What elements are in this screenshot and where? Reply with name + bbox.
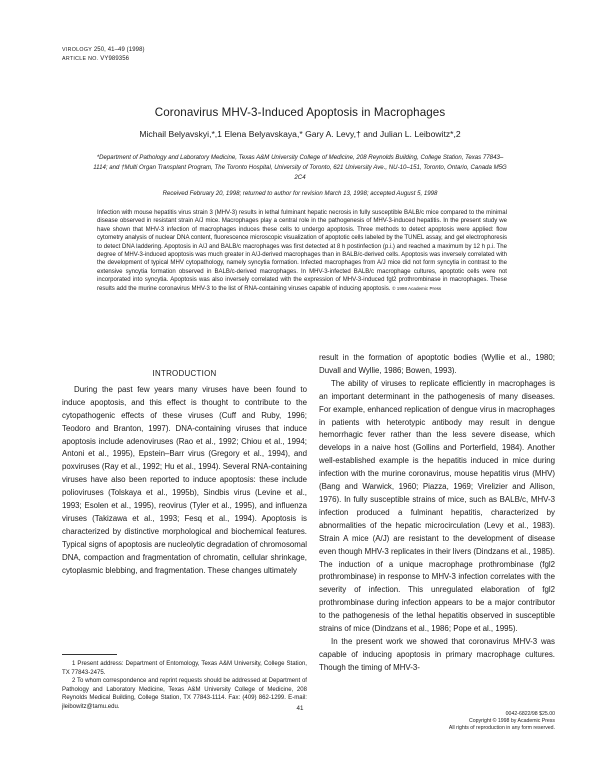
journal-citation (62, 46, 145, 55)
article-number-label: ARTICLE NO. (62, 55, 99, 62)
article-number-value: VY989356 (100, 55, 130, 62)
price-code: 0042-6822/98 $25.00 (505, 711, 555, 717)
introduction-heading: INTRODUCTION (152, 369, 217, 378)
rights-line: All rights of reproduction in any form reserved. (448, 725, 555, 732)
footnote: 2 To whom correspondence and reprint requests should be addressed at Department of Pathology and Laboratory Medicine, Texas A&M University College of Medicine, 208 Reynolds Medical Building, College Station, TX 77843-1114. Fax: (409) 862-1299. E-mail: jleibowitz@tamu.edu. (62, 678, 307, 710)
journal-header (62, 46, 145, 63)
paragraph: result in the formation of apoptotic bodies (Wyllie et al., 1980; Duvall and Wyllie, 1986; Bowen, 1993). (319, 353, 555, 375)
author-list: Michail Belyavskyi,*,1 Elena Belyavskaya,* Gary A. Levy,† and Julian L. Leibowitz*,2 (139, 129, 461, 139)
footnote: 1 Present address: Department of Entomology, Texas A&M University, College Station, TX 77843-2475. (62, 661, 307, 676)
left-column (62, 368, 307, 578)
copyright-block (412, 711, 555, 732)
footnotes (62, 660, 307, 712)
abstract-copyright: © 1998 Academic Press (392, 285, 442, 291)
affiliations: *Department of Pathology and Laboratory Medicine, Texas A&M University College of Medicine, 208 Reynolds Building, College Station, Texas 77843–1114; and †Multi Organ Transplant Program, The Toronto Hospital, University of Toronto, 621 University Ave., NU-10–151, Toronto, Ontario, Canada M5G 2C4 (93, 154, 507, 182)
page-number: 41 (296, 705, 304, 712)
paragraph: The ability of viruses to replicate efficiently in macrophages is an important determinant in the pathogenesis of many diseases. For example, enhanced replication of dengue virus in macrophages in patients with heterotypic antibody may result in dengue hemorrhagic fever rather than the less severe disease, which develops in a naive host (Gollins and Porterfield, 1984). Another well-established example is the hepatitis induced in mice during infection with the murine coronavirus, mouse hepatitis virus (MHV) (Bang and Warwick, 1960; Piazza, 1969; Virelizier and Allison, 1976). In fully susceptible strains of mice, such as BALB/c, MHV-3 infection produced a fulminant hepatitis, characterized by abnormalities of the hepatic microcirculation (Levy et al., 1983). Strain A mice (A/J) are resistant to the development of disease even though MHV-3 replicates in their livers (Dindzans et al., 1985). The induction of a unique macrophage prothrombinase (fgl2 prothrombinase) in response to MHV-3 infection correlates with the severity of infection. This unregulated elaboration of fgl2 prothrombinase during infection appears to be a major contributor to the pathogenesis of the lethal hepatitis observed in susceptible strains of mice (Dindzans et al., 1986; Pope et al., 1995). (319, 378, 555, 634)
footnote-divider (62, 654, 117, 655)
article-number (62, 55, 145, 64)
paragraph: In the present work we showed that coronavirus MHV-3 was capable of inducing apoptosis in primary macrophage cultures. Though the timing of MHV-3- (319, 636, 555, 672)
right-column (319, 352, 555, 675)
paragraph: During the past few years many viruses have been found to induce apoptosis, and this effect is thought to contribute to the cytopathogenic effects of these viruses (Cuff and Ruby, 1996; Teodoro and Branton, 1997). DNA-containing viruses that induce apoptosis include adenoviruses (Rao et al., 1992; Chiou et al., 1994; Antoni et al., 1995), Epstein–Barr virus (Gregory et al., 1994), and poxviruses (Ray et al., 1992; Hu et al., 1994). Several RNA-containing viruses have also been reported to induce apoptosis: these include polioviruses (Tolskaya et al., 1995b), Sindbis virus (Levine et al., 1993; Esolen et al., 1995), reovirus (Tyler et al., 1995), and influenza viruses (Takizawa et al., 1993; Fesq et al., 1994). Apoptosis is characterized by distinctive morphological and biochemical features. Typical signs of apoptosis are nucleolytic degradation of chromosomal DNA, compaction and fragmentation of chromatin, cellular shrinkage, cytoplasmic blebbing, and fragmentation. These changes ultimately (62, 384, 307, 575)
journal-issue: 250, 41–49 (1998) (93, 47, 145, 53)
abstract (97, 209, 507, 293)
journal-name: VIROLOGY (62, 47, 93, 53)
article-title: Coronavirus MHV-3-Induced Apoptosis in Macrophages (154, 106, 446, 119)
copyright-line: Copyright © 1998 by Academic Press (469, 718, 555, 725)
abstract-text: Infection with mouse hepatitis virus strain 3 (MHV-3) results in lethal fulminant hepatic necrosis in fully susceptible BALB/c mice compared to the minimal disease observed in resistant strain A/J mice. Macrophages play a central role in the pathogenesis of MHV-3-induced hepatitis. In the present study we have shown that MHV-3 infection of macrophages induces these cells to undergo apoptosis. Three methods to detect apoptosis were applied: flow cytometry analysis of nuclear DNA content, fluorescence microscopic visualization of apoptotic cells labeled by the TUNEL assay, and gel electrophoresis to detect DNA laddering. Apoptosis in A/J and BALB/c macrophages was first detected at 8 h postinfection (p.i.) and reached a maximum by 12 h p.i. The degree of MHV-3-induced apoptosis was much greater in A/J-derived macrophages than in BALB/c-derived cells. Apoptosis was inversely correlated with the development of typical MHV cytopathology, namely syncytia formation. Infected macrophages from A/J mice did not form syncytia in contrast to the extensive syncytia formation observed in BALB/c-derived macrophages. In MHV-3-infected BALB/c macrophage cultures, apoptotic cells were not incorporated into syncytia. Apoptosis was also inversely correlated with the expression of MHV-3-induced fgl2 prothrombinase in macrophages. These results add the murine coronavirus MHV-3 to the list of RNA-containing viruses capable of inducing apoptosis. (97, 210, 507, 292)
received-dates: Received February 20, 1998; returned to author for revision March 13, 1998; accepted August 5, 1998 (162, 190, 438, 197)
